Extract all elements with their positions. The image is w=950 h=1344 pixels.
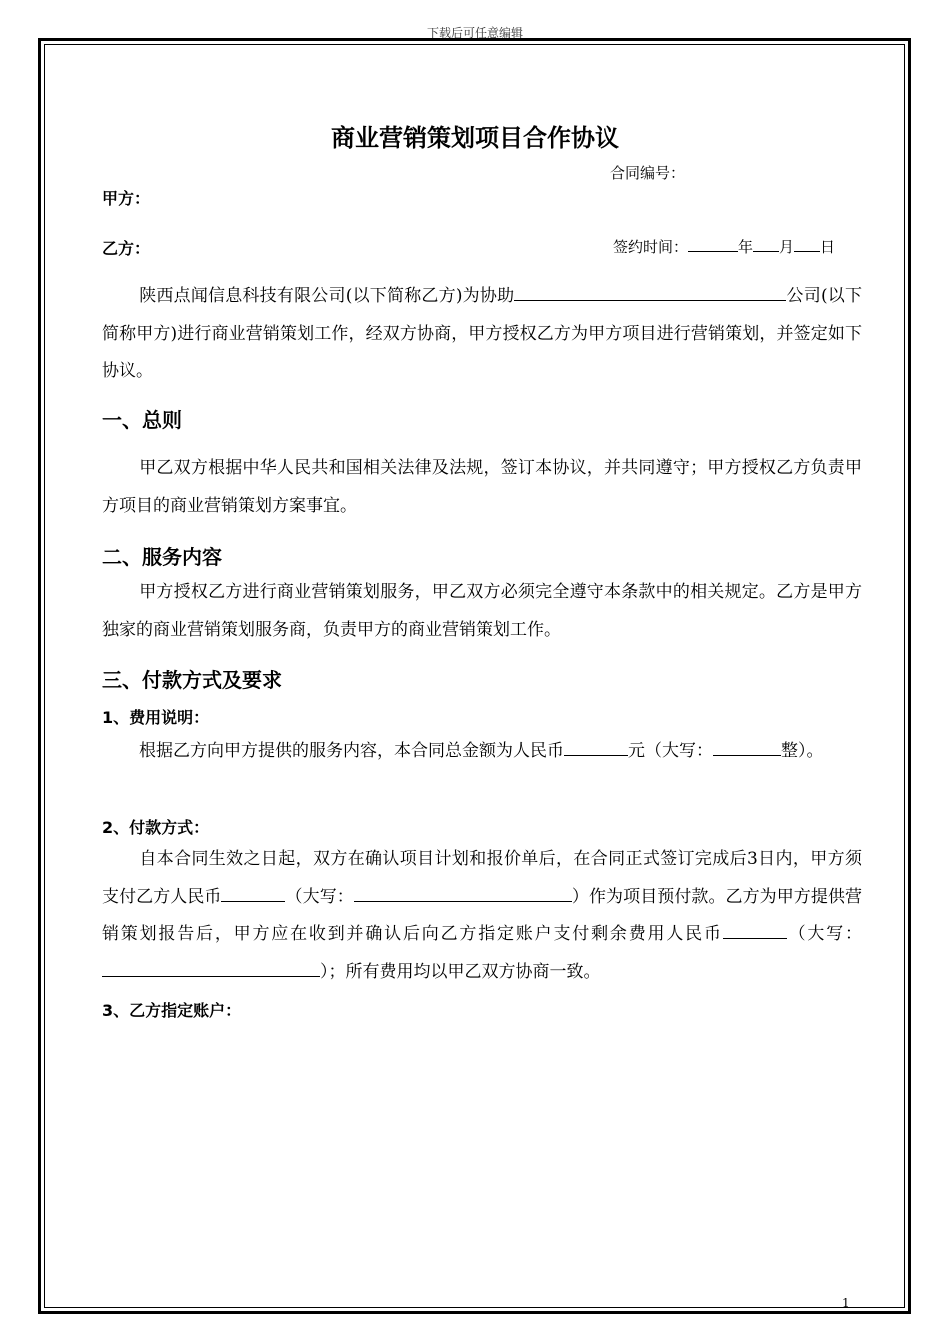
total-amount-blank: [564, 741, 628, 756]
fee-text-2: 元（大写：: [628, 741, 713, 761]
intro-text-2: 公司(以下简称甲方)进行商业营销策划工作，经双方协商，甲方授权乙方为甲方项目进行营销策划，并签定如下协议。: [102, 286, 862, 381]
day-blank: [794, 237, 820, 252]
day-label: 日: [820, 238, 836, 256]
section3-heading: 三、付款方式及要求: [102, 668, 282, 692]
prepay-amount-blank: [221, 887, 285, 902]
payment-text-2: （大写：: [285, 886, 354, 907]
section2-text: 甲方授权乙方进行商业营销策划服务，甲乙双方必须完全遵守本条款中的相关规定。乙方是甲方独家的商业营销策划服务商，负责甲方的商业营销策划工作。: [102, 582, 862, 640]
payment-text-3: ）作为项目预付款。乙方为甲方提供营销策划报告后，甲方应在收到并确认后向乙方指定账户支付剩余费用人民币: [102, 886, 863, 944]
month-label: 月: [779, 238, 795, 256]
designated-account-label: 3、乙方指定账户：: [102, 1001, 242, 1020]
sign-date: [613, 236, 835, 257]
payment-method-label: 2、付款方式：: [102, 818, 210, 837]
payment-text-4: （大写：: [786, 924, 863, 944]
section2-paragraph: [102, 574, 862, 649]
section2-heading: 二、服务内容: [102, 545, 222, 569]
section1-text: 甲乙双方根据中华人民共和国相关法律及法规，签订本协议，并共同遵守；甲方授权乙方负责甲方项目的商业营销策划方案事宜。: [102, 458, 862, 516]
total-amount-words-blank: [713, 741, 781, 756]
prepay-words-blank: [354, 887, 572, 902]
intro-text-1: 陕西点闻信息科技有限公司(以下简称乙方)为协助: [139, 286, 515, 306]
page-number: 1: [842, 1296, 850, 1310]
fee-text-3: 整）。: [781, 741, 824, 761]
fee-text-1: 根据乙方向甲方提供的服务内容，本合同总金额为人民币: [139, 741, 564, 761]
fee-description-paragraph: [102, 733, 862, 771]
section1-paragraph: [102, 450, 862, 525]
party-b-label: 乙方：: [102, 239, 151, 258]
remaining-words-blank: [102, 962, 320, 977]
year-blank: [688, 237, 738, 252]
fee-description-label: 1、费用说明：: [102, 708, 210, 727]
remaining-amount-blank: [723, 924, 787, 939]
payment-text-1: 自本合同生效之日起，双方在确认项目计划和报价单后，在合同正式签订完成后3日内，甲方须支付乙方人民币: [102, 849, 862, 907]
payment-text-5: ）；所有费用均以甲乙双方协商一致。: [320, 961, 601, 982]
party-a-name-blank: [514, 286, 786, 301]
intro-paragraph: [102, 278, 862, 391]
section1-heading: 一、总则: [102, 408, 182, 432]
party-a-label: 甲方：: [102, 189, 151, 208]
year-label: 年: [738, 238, 754, 256]
contract-number-label: 合同编号：: [610, 164, 686, 182]
payment-method-paragraph: [102, 841, 862, 991]
header-note: 下载后可任意编辑: [426, 26, 523, 40]
month-blank: [753, 237, 779, 252]
document-title: 商业营销策划项目合作协议: [331, 124, 619, 152]
sign-date-label: 签约时间：: [613, 238, 689, 256]
